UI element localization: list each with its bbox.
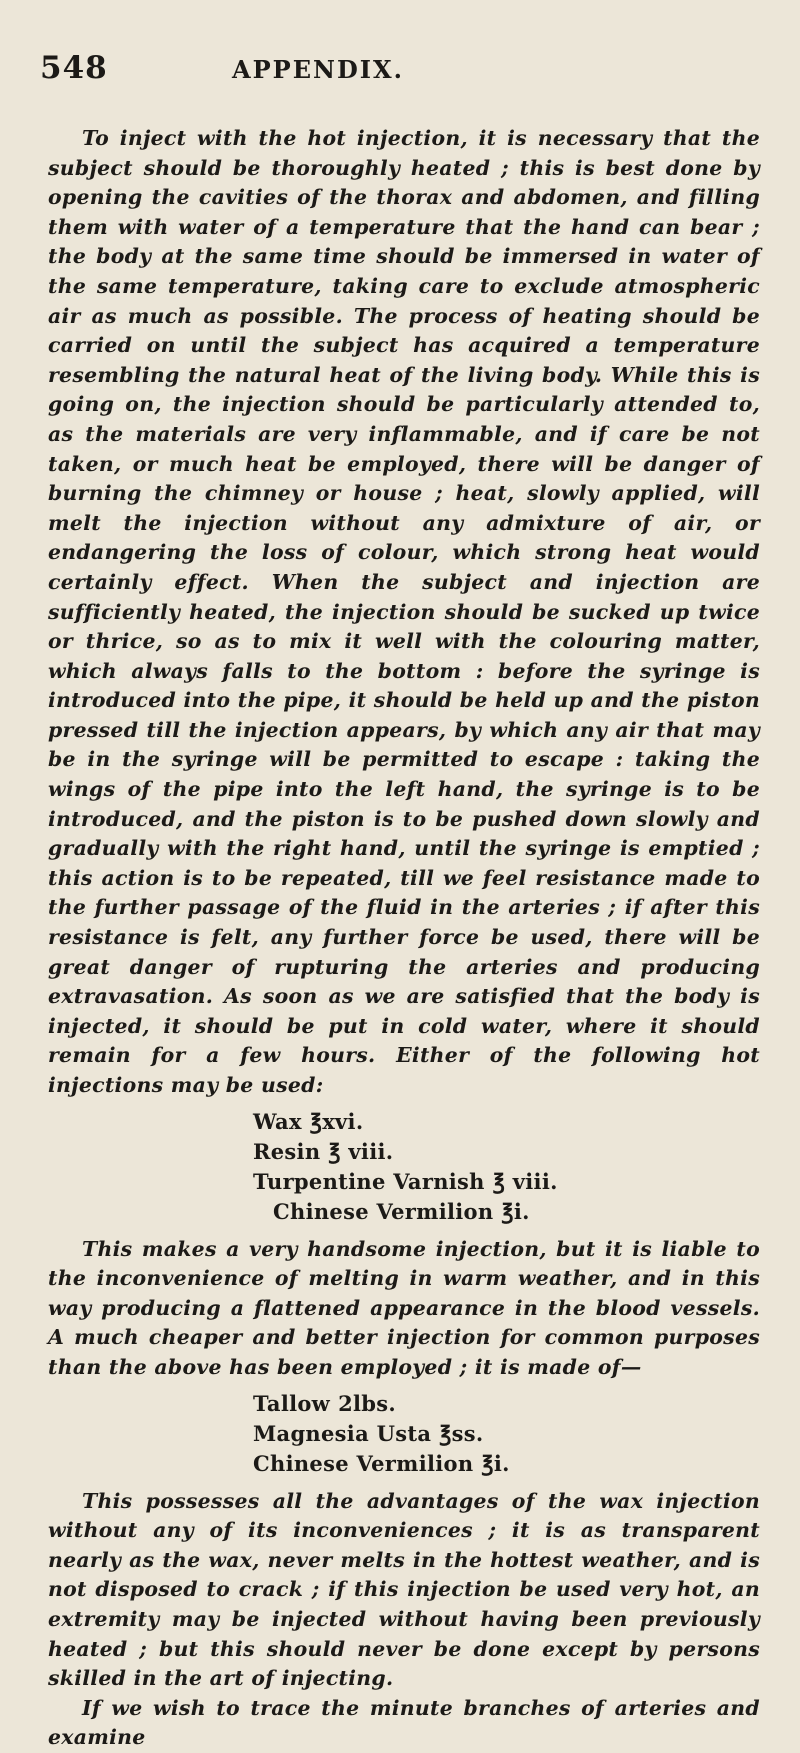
recipe-item	[253, 1389, 760, 1419]
running-head: APPENDIX.	[232, 55, 404, 84]
paragraph-hot-injection: To inject with the hot injection, it is necessary that the subject should be thoroughly heated ; this is best done by opening the cavities of the thorax and abdomen, and filling them with water of a temperature that the hand can bear ; the body at the same time should be immersed in water of the same temperature, taking care to exclude atmospheric air as much as possible. The process of heating should be carried on until the subject has acquired a temperature resembling the natural heat of the living body. While this is going on, the injection should be particularly attended to, as the materials are very inflammable, and if care be not taken, or much heat be employed, there will be danger of burning the chimney or house ; heat, slowly applied, will melt the injection without any admixture of air, or endangering the loss of colour, which strong heat would certainly effect. When the subject and injection are sufficiently heated, the injection should be sucked up twice or thrice, so as to mix it well with the colouring matter, which always falls to the bottom : before the syringe is introduced into the pipe, it should be held up and the piston pressed till the injection appears, by which any air that may be in the syringe will be permitted to escape : taking the wings of the pipe into the left hand, the syringe is to be introduced, and the piston is to be pushed down slowly and gradually with the right hand, until the syringe is emptied ; this action is to be repeated, till we feel resistance made to the further passage of the fluid in the arteries ; if after this resistance is felt, any further force be used, there will be great danger of rupturing the arteries and producing extravasation. As soon as we are satisfied that the body is injected, it should be put in cold water, where it should remain for a few hours. Either of the following hot injections may be used:	[48, 126, 760, 1097]
ingredient-quantity: 2lbs.	[338, 1390, 396, 1416]
recipe-item	[253, 1167, 760, 1197]
ingredient-quantity: ℥xvi.	[309, 1108, 364, 1134]
ingredient-name: Resin	[253, 1138, 321, 1164]
page-header	[40, 50, 760, 90]
recipe-tallow-injection	[253, 1389, 760, 1479]
ingredient-quantity: ℥i.	[501, 1198, 530, 1224]
ingredient-quantity: ℥ss.	[439, 1420, 484, 1446]
recipe-item	[253, 1107, 760, 1137]
body-text	[48, 124, 760, 1753]
recipe-item	[253, 1137, 760, 1167]
ingredient-quantity: ℥ viii.	[328, 1138, 394, 1164]
paragraph-minute-branches: If we wish to trace the minute branches of arteries and examine	[48, 1695, 760, 1750]
paragraph-advantages: This possesses all the advantages of the wax injection without any of its inconveniences ; it is as transparent nearly as the wax, never melts in the hottest weather, and is not disposed to crack ; if this injection be used very hot, an extremity may be injected without having been previously heated ; but this should never be done except by persons skilled in the art of injecting.	[48, 1488, 760, 1691]
recipe-item	[253, 1197, 760, 1227]
ingredient-name: Chinese Vermilion	[253, 1450, 474, 1476]
ingredient-name: Turpentine Varnish	[253, 1168, 485, 1194]
ingredient-name: Tallow	[253, 1390, 331, 1416]
paragraph-cheaper-injection: This makes a very handsome injection, but it is liable to the inconvenience of melting in warm weather, and in this way producing a flattened appearance in the blood vessels. A much cheaper and better injection for common purposes than the above has been employed ; it is made of—	[48, 1236, 760, 1379]
recipe-wax-injection	[253, 1107, 760, 1227]
recipe-item	[253, 1419, 760, 1449]
page-number: 548	[40, 50, 108, 86]
ingredient-name: Magnesia Usta	[253, 1420, 432, 1446]
ingredient-quantity: ℥ viii.	[492, 1168, 558, 1194]
recipe-item	[253, 1449, 760, 1479]
ingredient-name: Wax	[253, 1108, 302, 1134]
ingredient-name: Chinese Vermilion	[273, 1198, 494, 1224]
ingredient-quantity: ℥i.	[481, 1450, 510, 1476]
